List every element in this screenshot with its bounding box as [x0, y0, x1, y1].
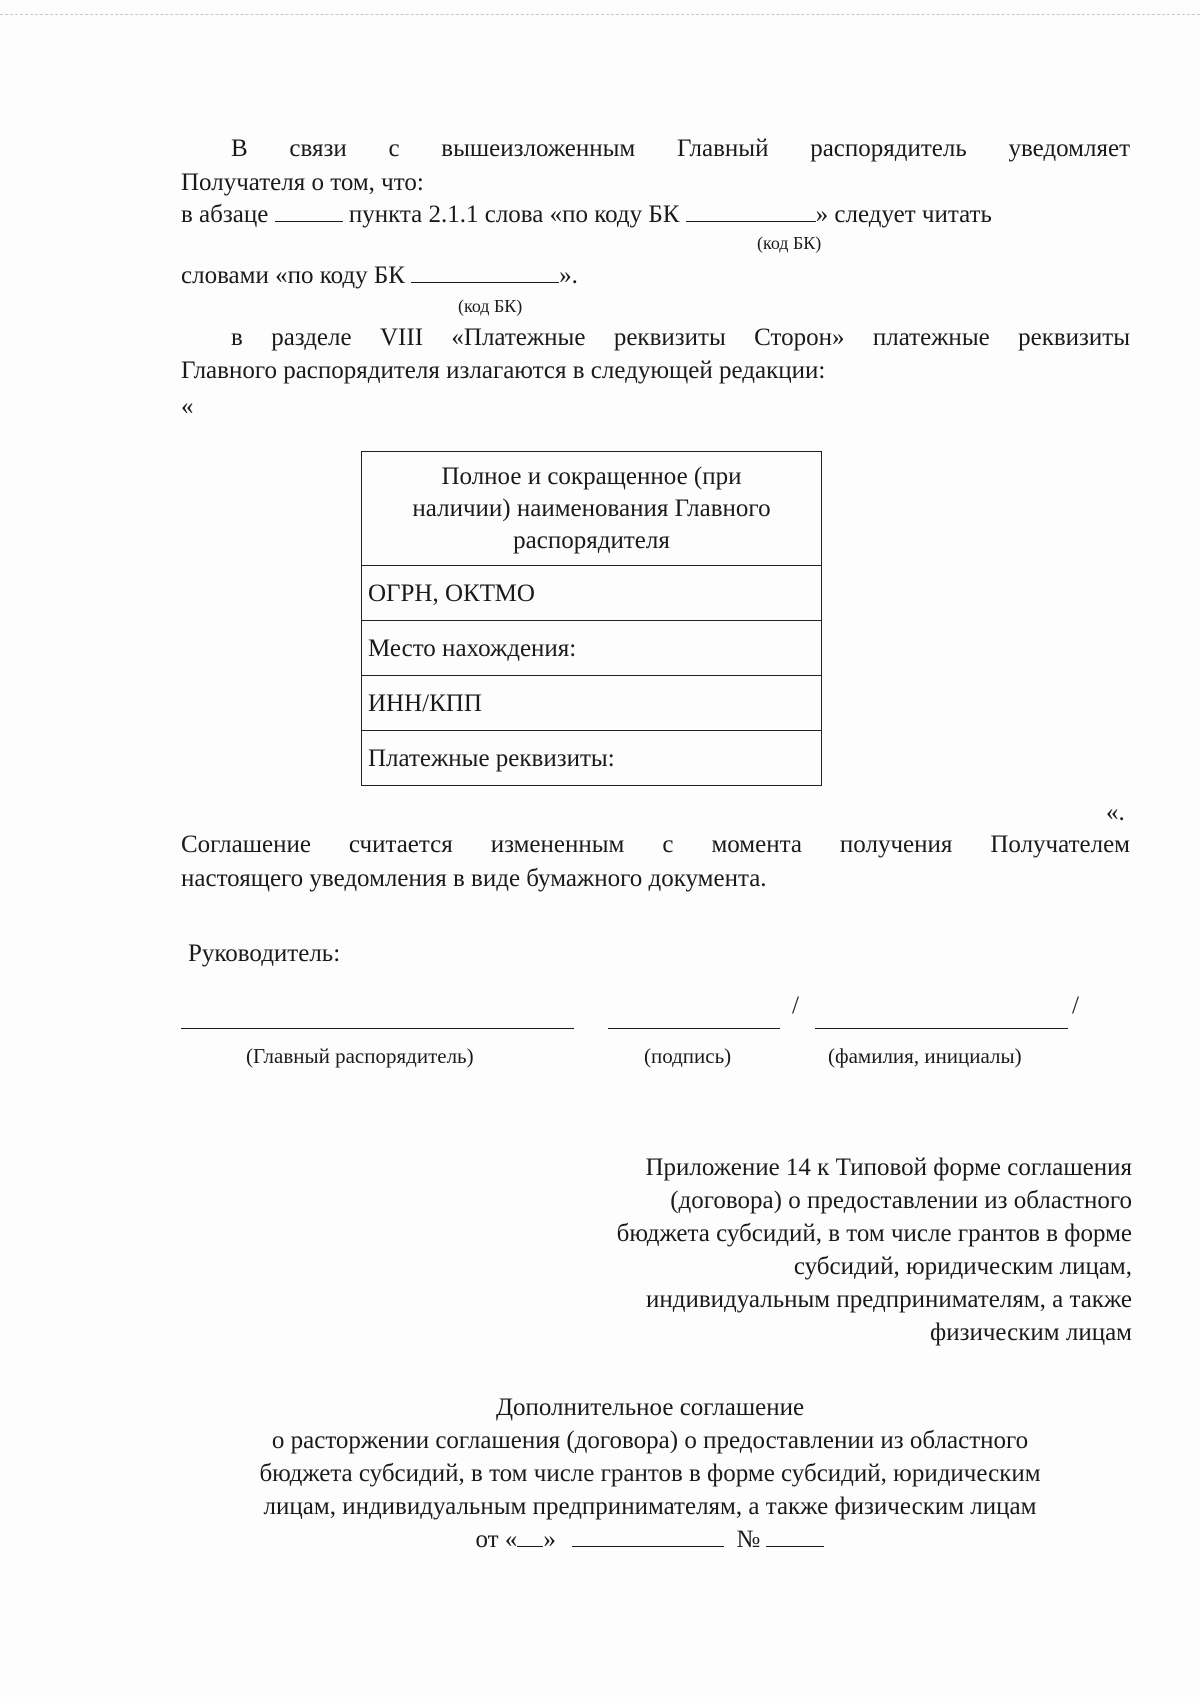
table-row — [362, 731, 822, 786]
agreement-title: Дополнительное соглашение — [495, 1394, 805, 1421]
paragraph-bk-words-line — [181, 260, 578, 291]
appendix-line5: индивидуальным предпринимателям, а также — [645, 1286, 1132, 1313]
day-blank[interactable] — [517, 1524, 543, 1547]
number-sign: № — [736, 1526, 761, 1553]
caption-sign: (подпись) — [644, 1044, 732, 1068]
agreement-line3: бюджета субсидий, в том числе грантов в форме субсидий, юридическим — [259, 1460, 1041, 1487]
table-row — [362, 621, 822, 676]
appendix-line2: (договора) о предоставлении из областного — [670, 1187, 1132, 1214]
open-quote: « — [181, 393, 194, 420]
table-header-line3: распорядителя — [513, 526, 670, 554]
table-row — [362, 676, 822, 731]
appendix-note — [617, 1151, 1132, 1349]
table-header-cell — [362, 452, 822, 566]
row-inn-kpp: ИНН/КПП — [362, 676, 822, 731]
date-mid: » — [543, 1526, 556, 1553]
code-label-1: (код БК) — [757, 233, 822, 253]
row-ogrn-oktmo: ОГРН, ОКТМО — [362, 566, 822, 621]
appendix-line1: Приложение 14 к Типовой форме соглашения — [645, 1154, 1132, 1181]
appendix-line4: субсидий, юридическим лицам, — [793, 1253, 1132, 1280]
scan-edge — [0, 14, 1200, 15]
bk-line-text-b: пункта 2.1.1 слова «по коду БК — [348, 201, 680, 228]
bk-line-text-c: » следует читать — [815, 201, 992, 228]
bk-words-text-b: ». — [559, 262, 578, 289]
paragraph-bk-line — [181, 199, 992, 230]
paragraph-intro-line1: В связи с вышеизложенным Главный распорядитель уведомляет — [231, 135, 1130, 162]
table-row — [362, 566, 822, 621]
slash-separator-2: / — [1072, 992, 1079, 1019]
table-header-line1: Полное и сокращенное (при — [441, 462, 742, 490]
requisites-table — [361, 451, 822, 786]
agreement-title-block — [180, 1391, 1120, 1556]
signature-title: Руководитель: — [188, 940, 341, 967]
bk-code-blank-2[interactable] — [411, 260, 559, 283]
paragraph-number-blank[interactable] — [275, 199, 343, 222]
agreement-line4: лицам, индивидуальным предпринимателям, а также физическим лицам — [263, 1493, 1037, 1520]
appendix-line3: бюджета субсидий, в том числе грантов в форме — [616, 1220, 1132, 1247]
agreement-number-blank[interactable] — [766, 1524, 824, 1547]
paragraph-section8-line2: Главного распорядителя излагаются в следующей редакции: — [181, 357, 826, 384]
caption-org: (Главный распорядитель) — [246, 1044, 474, 1068]
row-payment-details: Платежные реквизиты: — [362, 731, 822, 786]
date-prefix: от « — [475, 1526, 518, 1553]
name-signature-line[interactable] — [815, 1028, 1068, 1029]
paragraph-intro-line2: Получателя о том, что: — [181, 169, 424, 196]
table-row — [362, 452, 822, 566]
close-quote: «. — [1106, 799, 1125, 826]
code-label-2: (код БК) — [458, 296, 523, 316]
paragraph-amended-line2: настоящего уведомления в виде бумажного документа. — [181, 865, 767, 892]
month-year-blank[interactable] — [572, 1524, 724, 1547]
row-location: Место нахождения: — [362, 621, 822, 676]
paragraph-amended-line1: Соглашение считается измененным с момента получения Получателем — [181, 831, 1130, 858]
slash-separator-1: / — [792, 992, 799, 1019]
appendix-line6: физическим лицам — [930, 1319, 1132, 1346]
agreement-line2: о расторжении соглашения (договора) о предоставлении из областного — [271, 1427, 1029, 1454]
org-signature-line[interactable] — [181, 1028, 574, 1029]
agreement-date-line — [180, 1523, 1120, 1556]
caption-name: (фамилия, инициалы) — [828, 1044, 1022, 1068]
bk-line-text-a: в абзаце — [181, 201, 269, 228]
table-header-line2: наличии) наименования Главного — [412, 494, 771, 522]
paragraph-section8-line1: в разделе VIII «Платежные реквизиты Сторон» платежные реквизиты — [231, 324, 1130, 351]
bk-code-blank-1[interactable] — [686, 199, 816, 222]
sign-signature-line[interactable] — [608, 1028, 780, 1029]
bk-words-text-a: словами «по коду БК — [181, 262, 405, 289]
